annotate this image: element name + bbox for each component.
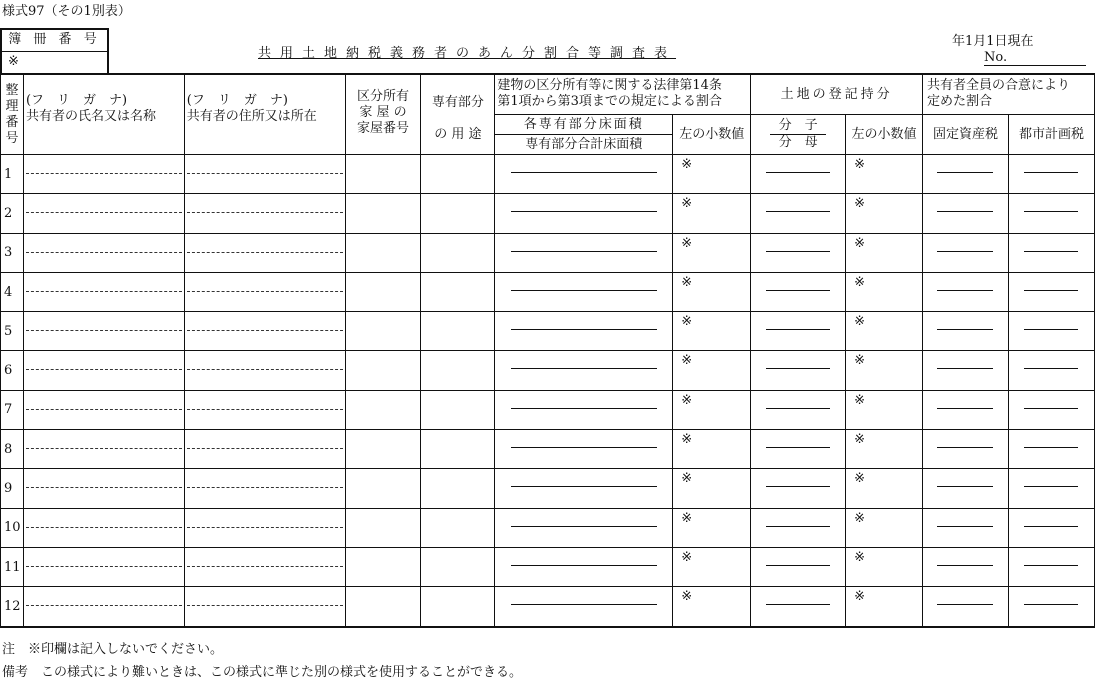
decimal2-cell: ※ <box>846 547 923 586</box>
row-number: 3 <box>1 233 24 272</box>
book-number-mark: ※ <box>8 54 19 69</box>
fixed-asset-cell[interactable] <box>923 587 1009 626</box>
header-seiri: 整 理 番 号 <box>1 75 24 155</box>
usage-cell[interactable] <box>421 390 495 429</box>
share-cell[interactable] <box>751 469 846 508</box>
header-law: 建物の区分所有等に関する法律第14条 第1項から第3項までの規定による割合 <box>495 75 751 115</box>
decimal2-cell: ※ <box>846 430 923 469</box>
form-id: 様式97（その1別表） <box>2 4 131 19</box>
decimal2-cell: ※ <box>846 233 923 272</box>
decimal1-cell: ※ <box>673 312 751 351</box>
number-field[interactable]: No. <box>984 50 1086 66</box>
header-address: (フ リ ガ ナ) 共有者の住所又は所在 <box>184 75 345 155</box>
decimal1-cell: ※ <box>673 547 751 586</box>
house-number-cell[interactable] <box>345 155 421 194</box>
note-2: 備考 この様式により難いときは、この様式に準じた別の様式を使用することができる。 <box>2 665 523 680</box>
row-number: 9 <box>1 469 24 508</box>
table-row <box>1 233 1095 272</box>
header-decimal2: 左の小数値 <box>846 115 923 155</box>
city-plan-cell[interactable] <box>1008 155 1094 194</box>
address-cell[interactable] <box>184 155 345 194</box>
address-cell[interactable] <box>184 312 345 351</box>
table-row <box>1 312 1095 351</box>
survey-table <box>0 74 1095 627</box>
header-decimal1: 左の小数値 <box>673 115 751 155</box>
name-cell[interactable] <box>23 272 184 311</box>
city-plan-cell[interactable] <box>1008 272 1094 311</box>
note-1: 注 ※印欄は記入しないでください。 <box>2 642 224 657</box>
decimal1-cell: ※ <box>673 155 751 194</box>
decimal1-cell: ※ <box>673 351 751 390</box>
header-kubun: 区分所有 家 屋 の 家屋番号 <box>345 75 421 155</box>
decimal2-cell: ※ <box>846 469 923 508</box>
decimal2-cell: ※ <box>846 508 923 547</box>
name-cell[interactable] <box>23 233 184 272</box>
row-number: 6 <box>1 351 24 390</box>
row-number: 1 <box>1 155 24 194</box>
house-number-cell[interactable] <box>345 469 421 508</box>
header-floor-area: 各専有部分床面積 <box>495 115 673 135</box>
decimal1-cell: ※ <box>673 430 751 469</box>
row-number: 10 <box>1 508 24 547</box>
form-title: 共用土地納税義務者のあん分割合等調査表 <box>258 46 677 61</box>
notes <box>2 638 522 684</box>
house-number-cell[interactable] <box>345 351 421 390</box>
decimal2-cell: ※ <box>846 194 923 233</box>
table-row <box>1 351 1095 390</box>
area-cell[interactable] <box>495 233 673 272</box>
house-number-cell[interactable] <box>345 430 421 469</box>
header-fraction: 分 子 分 母 <box>751 115 846 155</box>
usage-cell[interactable] <box>421 233 495 272</box>
share-cell[interactable] <box>751 587 846 626</box>
share-cell[interactable] <box>751 351 846 390</box>
fixed-asset-cell[interactable] <box>923 312 1009 351</box>
city-plan-cell[interactable] <box>1008 233 1094 272</box>
decimal1-cell: ※ <box>673 390 751 429</box>
book-number-box <box>0 28 109 74</box>
usage-cell[interactable] <box>421 194 495 233</box>
book-number-label: 簿 冊 番 号 <box>2 30 107 52</box>
row-number: 8 <box>1 430 24 469</box>
fixed-asset-cell[interactable] <box>923 390 1009 429</box>
address-cell[interactable] <box>184 233 345 272</box>
row-number: 7 <box>1 390 24 429</box>
table-row <box>1 194 1095 233</box>
header-city-plan: 都市計画税 <box>1008 115 1094 155</box>
decimal1-cell: ※ <box>673 508 751 547</box>
usage-cell[interactable] <box>421 587 495 626</box>
row-number: 11 <box>1 547 24 586</box>
city-plan-cell[interactable] <box>1008 194 1094 233</box>
header-total-area: 専有部分合計床面積 <box>495 135 673 155</box>
house-number-cell[interactable] <box>345 312 421 351</box>
table-row <box>1 587 1095 626</box>
address-cell[interactable] <box>184 194 345 233</box>
name-cell[interactable] <box>23 155 184 194</box>
share-cell[interactable] <box>751 508 846 547</box>
house-number-cell[interactable] <box>345 390 421 429</box>
area-cell[interactable] <box>495 430 673 469</box>
decimal2-cell: ※ <box>846 587 923 626</box>
usage-cell[interactable] <box>421 547 495 586</box>
table-row <box>1 547 1095 586</box>
area-cell[interactable] <box>495 272 673 311</box>
decimal1-cell: ※ <box>673 194 751 233</box>
name-cell[interactable] <box>23 430 184 469</box>
fixed-asset-cell[interactable] <box>923 194 1009 233</box>
area-cell[interactable] <box>495 155 673 194</box>
usage-cell[interactable] <box>421 469 495 508</box>
fixed-asset-cell[interactable] <box>923 272 1009 311</box>
house-number-cell[interactable] <box>345 194 421 233</box>
table-row <box>1 155 1095 194</box>
area-cell[interactable] <box>495 469 673 508</box>
table-row <box>1 272 1095 311</box>
date-label: 年1月1日現在 <box>952 34 1034 49</box>
decimal1-cell: ※ <box>673 587 751 626</box>
share-cell[interactable] <box>751 272 846 311</box>
name-cell[interactable] <box>23 312 184 351</box>
area-cell[interactable] <box>495 508 673 547</box>
share-cell[interactable] <box>751 547 846 586</box>
share-cell[interactable] <box>751 194 846 233</box>
city-plan-cell[interactable] <box>1008 587 1094 626</box>
fixed-asset-cell[interactable] <box>923 351 1009 390</box>
name-cell[interactable] <box>23 547 184 586</box>
usage-cell[interactable] <box>421 351 495 390</box>
table-row <box>1 508 1095 547</box>
decimal1-cell: ※ <box>673 233 751 272</box>
address-cell[interactable] <box>184 469 345 508</box>
table-row <box>1 469 1095 508</box>
row-number: 12 <box>1 587 24 626</box>
decimal2-cell: ※ <box>846 312 923 351</box>
share-cell[interactable] <box>751 233 846 272</box>
usage-cell[interactable] <box>421 430 495 469</box>
decimal2-cell: ※ <box>846 351 923 390</box>
decimal1-cell: ※ <box>673 272 751 311</box>
city-plan-cell[interactable] <box>1008 469 1094 508</box>
usage-cell[interactable] <box>421 272 495 311</box>
city-plan-cell[interactable] <box>1008 390 1094 429</box>
name-cell[interactable] <box>23 469 184 508</box>
row-number: 2 <box>1 194 24 233</box>
decimal2-cell: ※ <box>846 390 923 429</box>
share-cell[interactable] <box>751 312 846 351</box>
city-plan-cell[interactable] <box>1008 430 1094 469</box>
share-cell[interactable] <box>751 155 846 194</box>
house-number-cell[interactable] <box>345 272 421 311</box>
decimal1-cell: ※ <box>673 469 751 508</box>
header-senyo: 専有部分 の 用 途 <box>421 75 495 155</box>
city-plan-cell[interactable] <box>1008 312 1094 351</box>
area-cell[interactable] <box>495 587 673 626</box>
city-plan-cell[interactable] <box>1008 351 1094 390</box>
header-land-share: 土地の登記持分 <box>751 75 923 115</box>
area-cell[interactable] <box>495 312 673 351</box>
fixed-asset-cell[interactable] <box>923 430 1009 469</box>
fixed-asset-cell[interactable] <box>923 469 1009 508</box>
name-cell[interactable] <box>23 351 184 390</box>
area-cell[interactable] <box>495 390 673 429</box>
address-cell[interactable] <box>184 547 345 586</box>
decimal2-cell: ※ <box>846 155 923 194</box>
fixed-asset-cell[interactable] <box>923 508 1009 547</box>
fixed-asset-cell[interactable] <box>923 155 1009 194</box>
house-number-cell[interactable] <box>345 587 421 626</box>
decimal2-cell: ※ <box>846 272 923 311</box>
city-plan-cell[interactable] <box>1008 547 1094 586</box>
name-cell[interactable] <box>23 587 184 626</box>
table-row <box>1 390 1095 429</box>
house-number-cell[interactable] <box>345 547 421 586</box>
usage-cell[interactable] <box>421 155 495 194</box>
usage-cell[interactable] <box>421 312 495 351</box>
name-cell[interactable] <box>23 390 184 429</box>
house-number-cell[interactable] <box>345 233 421 272</box>
house-number-cell[interactable] <box>345 508 421 547</box>
table-row <box>1 430 1095 469</box>
header-name: (フ リ ガ ナ) 共有者の氏名又は名称 <box>23 75 184 155</box>
address-cell[interactable] <box>184 508 345 547</box>
city-plan-cell[interactable] <box>1008 508 1094 547</box>
address-cell[interactable] <box>184 390 345 429</box>
address-cell[interactable] <box>184 272 345 311</box>
fixed-asset-cell[interactable] <box>923 547 1009 586</box>
row-number: 5 <box>1 312 24 351</box>
share-cell[interactable] <box>751 390 846 429</box>
area-cell[interactable] <box>495 351 673 390</box>
address-cell[interactable] <box>184 587 345 626</box>
header-agreement: 共有者全員の合意により 定めた割合 <box>923 75 1095 115</box>
address-cell[interactable] <box>184 351 345 390</box>
area-cell[interactable] <box>495 194 673 233</box>
fixed-asset-cell[interactable] <box>923 233 1009 272</box>
name-cell[interactable] <box>23 508 184 547</box>
header-fixed-asset: 固定資産税 <box>923 115 1009 155</box>
share-cell[interactable] <box>751 430 846 469</box>
row-number: 4 <box>1 272 24 311</box>
usage-cell[interactable] <box>421 508 495 547</box>
address-cell[interactable] <box>184 430 345 469</box>
area-cell[interactable] <box>495 547 673 586</box>
name-cell[interactable] <box>23 194 184 233</box>
